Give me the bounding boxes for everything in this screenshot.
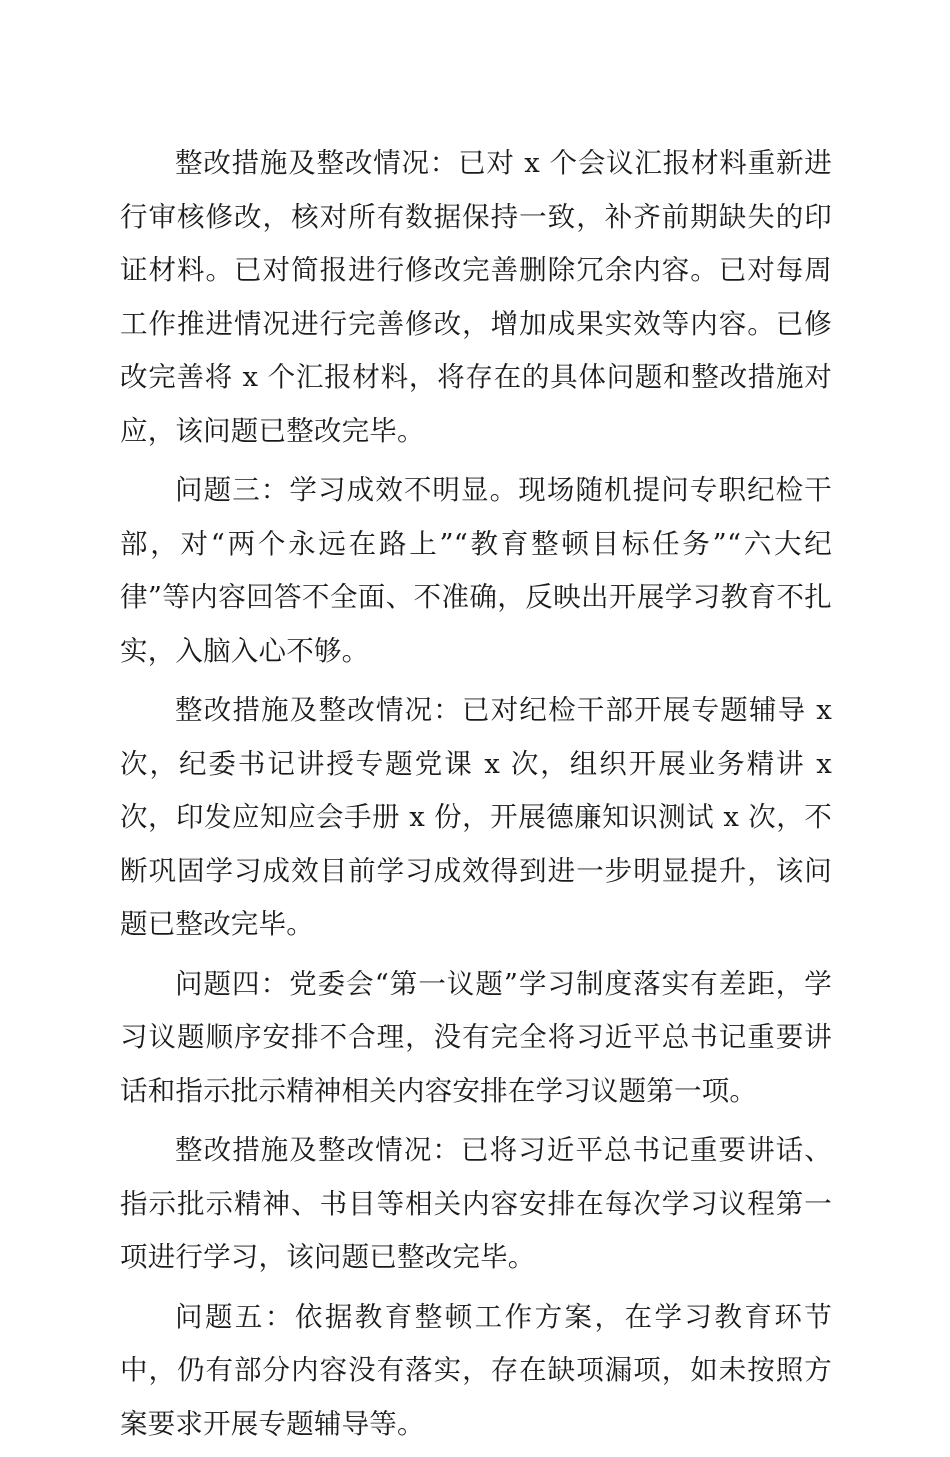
paragraph-rectification-agenda: 整改措施及整改情况：已将习近平总书记重要讲话、指示批示精神、书目等相关内容安排在每次学习议程第一项进行学习，该问题已整改完毕。	[120, 1134, 832, 1273]
paragraph-rectification-materials: 整改措施及整改情况：已对 x 个会议汇报材料重新进行审核修改，核对所有数据保持一致，补齐前期缺失的印证材料。已对简报进行修改完善删除冗余内容。已对每周工作推进情况进行完善修改，增加成果实效等内容。已修改完善将 x 个汇报材料，将存在的具体问题和整改措施对应，该问题已整改完毕。	[120, 147, 832, 447]
paragraph-issue-five: 问题五：依据教育整顿工作方案，在学习教育环节中，仍有部分内容没有落实，存在缺项漏项，如未按照方案要求开展专题辅导等。	[120, 1300, 832, 1440]
paragraph-rectification-training: 整改措施及整改情况：已对纪检干部开展专题辅导 x 次，纪委书记讲授专题党课 x 次，组织开展业务精讲 x 次，印发应知应会手册 x 份，开展德廉知识测试 x 次，不断巩固学习成效目前学习成效得到进一步明显提升，该问题已整改完毕。	[120, 694, 832, 940]
document-body	[120, 137, 832, 1457]
paragraph-issue-three: 问题三：学习成效不明显。现场随机提问专职纪检干部，对“两个永远在路上”“教育整顿目标任务”“六大纪律”等内容回答不全面、不准确，反映出开展学习教育不扎实，入脑入心不够。	[120, 474, 832, 667]
paragraph-issue-four: 问题四：党委会“第一议题”学习制度落实有差距，学习议题顺序安排不合理，没有完全将习近平总书记重要讲话和指示批示精神相关内容安排在学习议题第一项。	[120, 967, 832, 1107]
